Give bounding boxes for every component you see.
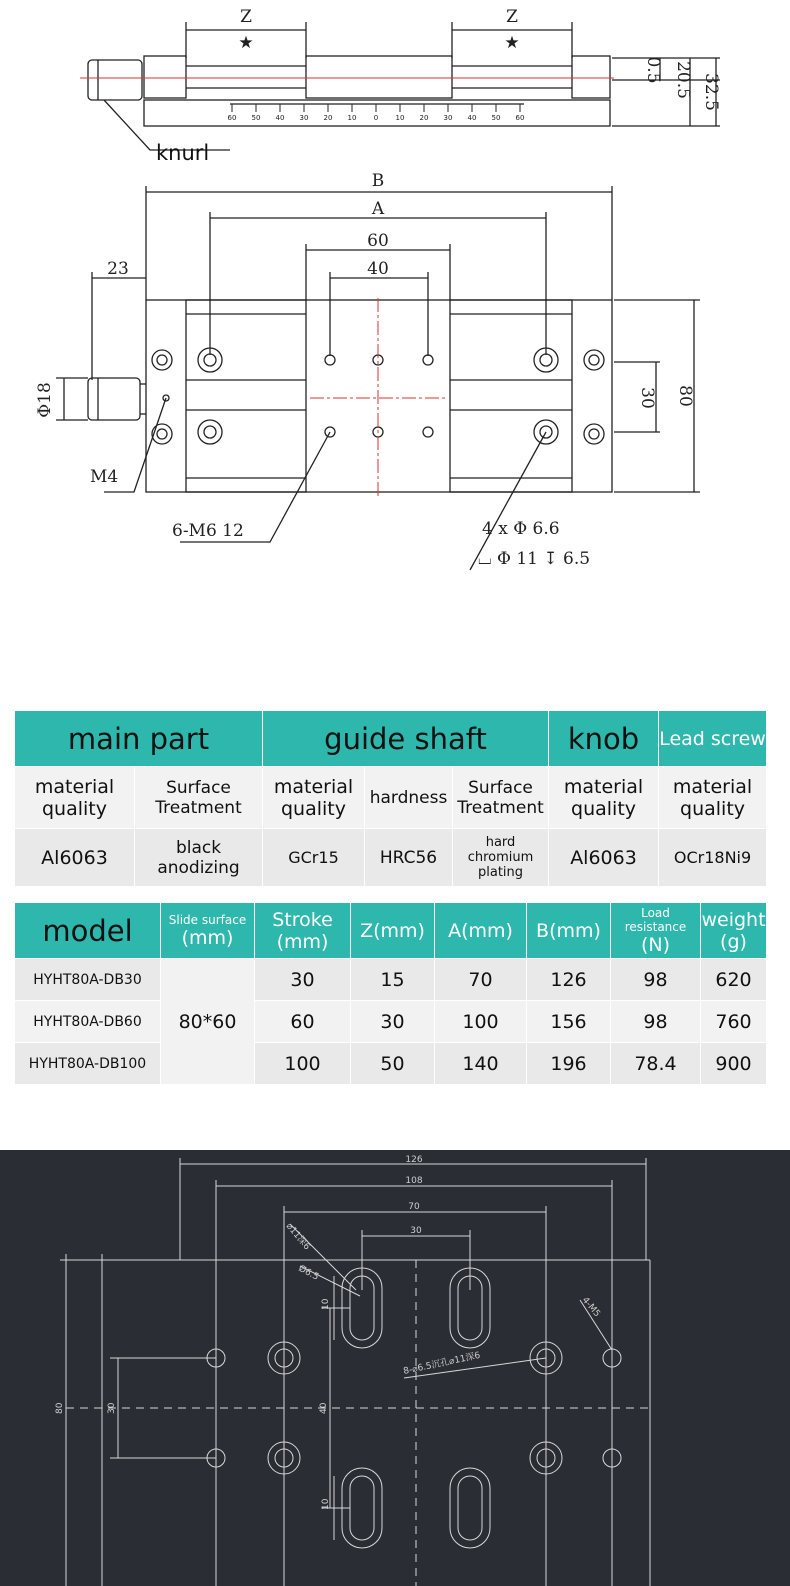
subheader-material-quality: material quality	[263, 767, 365, 829]
cad-dim-10a: 10	[321, 1298, 331, 1310]
scale-tick-label: 40	[275, 114, 285, 122]
header-b: B(mm)	[527, 903, 611, 959]
cad-phi11-note: ⌀11深6	[283, 1221, 312, 1253]
header-stroke: Stroke (mm)	[255, 903, 351, 959]
cad-dim-80: 80	[55, 1402, 65, 1414]
dim-0-5: 0.5	[643, 56, 663, 84]
header-slide-surface-label: Slide surface	[168, 912, 247, 927]
dim-phi18: Φ18	[35, 382, 55, 418]
star-marker: ★	[504, 33, 520, 53]
cad-drawing	[0, 1150, 790, 1586]
dim-23: 23	[107, 259, 129, 279]
value-main-surface: black anodizing	[135, 829, 263, 887]
header-weight: weight (g)	[701, 903, 767, 959]
dim-a: A	[371, 199, 385, 219]
scale-tick-label: 10	[347, 114, 357, 122]
model-table	[14, 902, 767, 1085]
stroke-value: 100	[255, 1043, 351, 1085]
cad-dim-30v: 30	[107, 1402, 117, 1414]
header-a: A(mm)	[435, 903, 527, 959]
header-load-label: Load resistance	[624, 905, 687, 934]
dim-80: 80	[675, 385, 695, 407]
header-main-part: main part	[15, 711, 263, 767]
b-value: 156	[527, 1001, 611, 1043]
load-value: 98	[611, 959, 701, 1001]
value-main-material: Al6063	[15, 829, 135, 887]
hole-note-1: 4 x Φ 6.6	[482, 519, 560, 539]
side-view-drawing	[0, 0, 790, 170]
cad-dim-70: 70	[408, 1202, 420, 1212]
value-screw-material: OCr18Ni9	[659, 829, 767, 887]
star-marker: ★	[238, 33, 254, 53]
weight-value: 620	[701, 959, 767, 1001]
z-value: 30	[351, 1001, 435, 1043]
cad-dim-108: 108	[405, 1176, 423, 1186]
dim-20-5: 20.5	[673, 61, 693, 99]
header-guide-shaft: guide shaft	[263, 711, 549, 767]
hole-note-2: ⌴ Φ 11 ↧ 6.5	[478, 549, 591, 569]
scale-tick-label: 20	[323, 114, 333, 122]
header-knob: knob	[549, 711, 659, 767]
subheader-material-quality: material quality	[15, 767, 135, 829]
header-slide-surface-unit: (mm)	[181, 926, 234, 949]
cad-dim-10b: 10	[321, 1498, 331, 1510]
b-value: 196	[527, 1043, 611, 1085]
z-value: 15	[351, 959, 435, 1001]
scale-tick-label: 20	[419, 114, 429, 122]
scale-tick-label: 50	[491, 114, 501, 122]
header-lead-screw: Lead screw	[659, 711, 767, 767]
header-z: Z(mm)	[351, 903, 435, 959]
material-table	[14, 710, 767, 887]
stroke-value: 30	[255, 959, 351, 1001]
cad-dim-40: 40	[319, 1402, 329, 1414]
cad-dim-30: 30	[410, 1226, 422, 1236]
model-name: HYHT80A-DB100	[15, 1043, 161, 1085]
dim-60: 60	[367, 231, 389, 251]
subheader-material-quality: material quality	[659, 767, 767, 829]
m4-label: M4	[90, 467, 119, 487]
value-shaft-surface: hard chromium plating	[453, 829, 549, 887]
scale-tick-label: 0	[373, 114, 379, 122]
value-shaft-hardness: HRC56	[365, 829, 453, 887]
cad-dim-126: 126	[405, 1155, 423, 1165]
model-name: HYHT80A-DB60	[15, 1001, 161, 1043]
a-value: 100	[435, 1001, 527, 1043]
header-slide-surface	[161, 903, 255, 959]
load-value: 98	[611, 1001, 701, 1043]
scale-tick-label: 60	[515, 114, 525, 122]
dim-z-right: Z	[506, 7, 518, 27]
subheader-hardness: hardness	[365, 767, 453, 829]
b-value: 126	[527, 959, 611, 1001]
scale-tick-label: 10	[395, 114, 405, 122]
z-value: 50	[351, 1043, 435, 1085]
top-view-drawing	[0, 170, 790, 600]
dim-40: 40	[367, 259, 389, 279]
cad-phi65: Ø6.5	[296, 1263, 321, 1283]
subheader-material-quality: material quality	[549, 767, 659, 829]
dim-32-5: 32.5	[701, 73, 721, 111]
stroke-value: 60	[255, 1001, 351, 1043]
scale-tick-label: 40	[467, 114, 477, 122]
m6-label: 6-M6 12	[172, 521, 244, 541]
subheader-surface-treatment: Surface Treatment	[135, 767, 263, 829]
scale-tick-label: 50	[251, 114, 261, 122]
dim-b: B	[371, 171, 385, 191]
scale-tick-label: 60	[227, 114, 237, 122]
weight-value: 900	[701, 1043, 767, 1085]
weight-value: 760	[701, 1001, 767, 1043]
scale-tick-label: 30	[299, 114, 309, 122]
header-load-resistance	[611, 903, 701, 959]
slide-surface-value: 80*60	[161, 959, 255, 1085]
value-knob-material: Al6063	[549, 829, 659, 887]
header-model: model	[15, 903, 161, 959]
dim-30: 30	[637, 387, 657, 409]
value-shaft-material: GCr15	[263, 829, 365, 887]
dim-z-left: Z	[240, 7, 252, 27]
scale-tick-label: 30	[443, 114, 453, 122]
subheader-surface-treatment: Surface Treatment	[453, 767, 549, 829]
load-value: 78.4	[611, 1043, 701, 1085]
a-value: 70	[435, 959, 527, 1001]
knurl-label: knurl	[156, 141, 210, 165]
a-value: 140	[435, 1043, 527, 1085]
cad-counterbore-note: 8-⌀6.5沉孔⌀11深6	[402, 1350, 482, 1377]
header-load-unit: (N)	[640, 933, 671, 956]
model-name: HYHT80A-DB30	[15, 959, 161, 1001]
cad-m5-note: 4-M5	[579, 1295, 602, 1320]
